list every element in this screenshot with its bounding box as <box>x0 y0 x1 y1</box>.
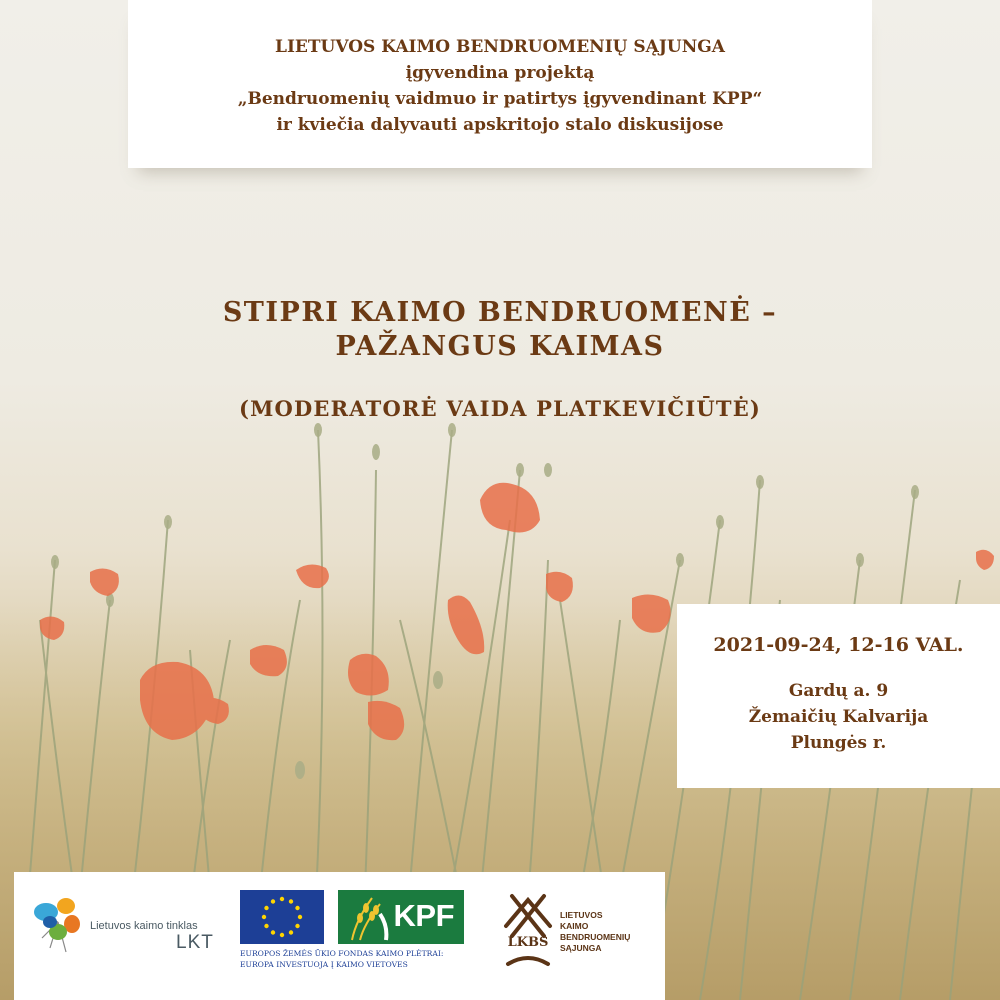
lkbs-name-line2: KAIMO <box>560 921 589 931</box>
lkt-logo <box>28 888 224 960</box>
sponsor-logos-bar <box>14 872 665 1000</box>
event-address: Gardų a. 9 <box>788 681 889 701</box>
event-title <box>0 296 1000 364</box>
event-title-line1: STIPRI KAIMO BENDRUOMENĖ – <box>222 297 778 328</box>
eu-kpf-logo <box>240 890 464 970</box>
header-banner <box>128 0 872 168</box>
eu-flag-icon <box>240 890 324 944</box>
eu-caption-line1: EUROPOS ŽEMĖS ŪKIO FONDAS KAIMO PLĖTRAI: <box>240 949 444 958</box>
lkt-flower-icon <box>28 888 98 958</box>
organization-name: LIETUVOS KAIMO BENDRUOMENIŲ SĄJUNGA <box>275 37 725 57</box>
project-name: „Bendruomenių vaidmuo ir patirtys įgyvendinant KPP“ <box>237 89 763 109</box>
eu-caption <box>240 948 466 970</box>
event-info-box <box>677 604 1000 788</box>
moderator-text: (MODERATORĖ VAIDA PLATKEVIČIŪTĖ) <box>238 396 762 421</box>
lkbs-house-emblem-icon <box>498 886 558 976</box>
lkbs-name-line4: SĄJUNGA <box>560 943 602 953</box>
lkbs-name-line1: LIETUVOS <box>560 910 603 920</box>
lkbs-abbreviation: LKBS <box>507 935 549 950</box>
lkbs-name <box>560 910 630 954</box>
project-intro: įgyvendina projektą <box>405 63 595 83</box>
kpf-badge <box>338 890 464 944</box>
event-datetime: 2021-09-24, 12-16 VAL. <box>713 634 964 656</box>
invitation-text: ir kviečia dalyvauti apskritojo stalo diskusijose <box>276 115 724 135</box>
lkbs-name-line3: BENDRUOMENIŲ <box>560 932 631 942</box>
lkt-abbreviation: LKT <box>176 932 214 953</box>
event-city: Žemaičių Kalvarija <box>748 707 929 727</box>
kpf-label: KPF <box>393 898 454 933</box>
lkt-name: Lietuvos kaimo tinklas <box>90 920 198 932</box>
wheat-icon <box>342 890 392 944</box>
eu-caption-line2: EUROPA INVESTUOJA Į KAIMO VIETOVES <box>240 960 408 969</box>
lkbs-logo <box>498 886 648 982</box>
event-district: Plungės r. <box>790 733 887 753</box>
event-title-line2: PAŽANGUS KAIMAS <box>335 331 665 362</box>
